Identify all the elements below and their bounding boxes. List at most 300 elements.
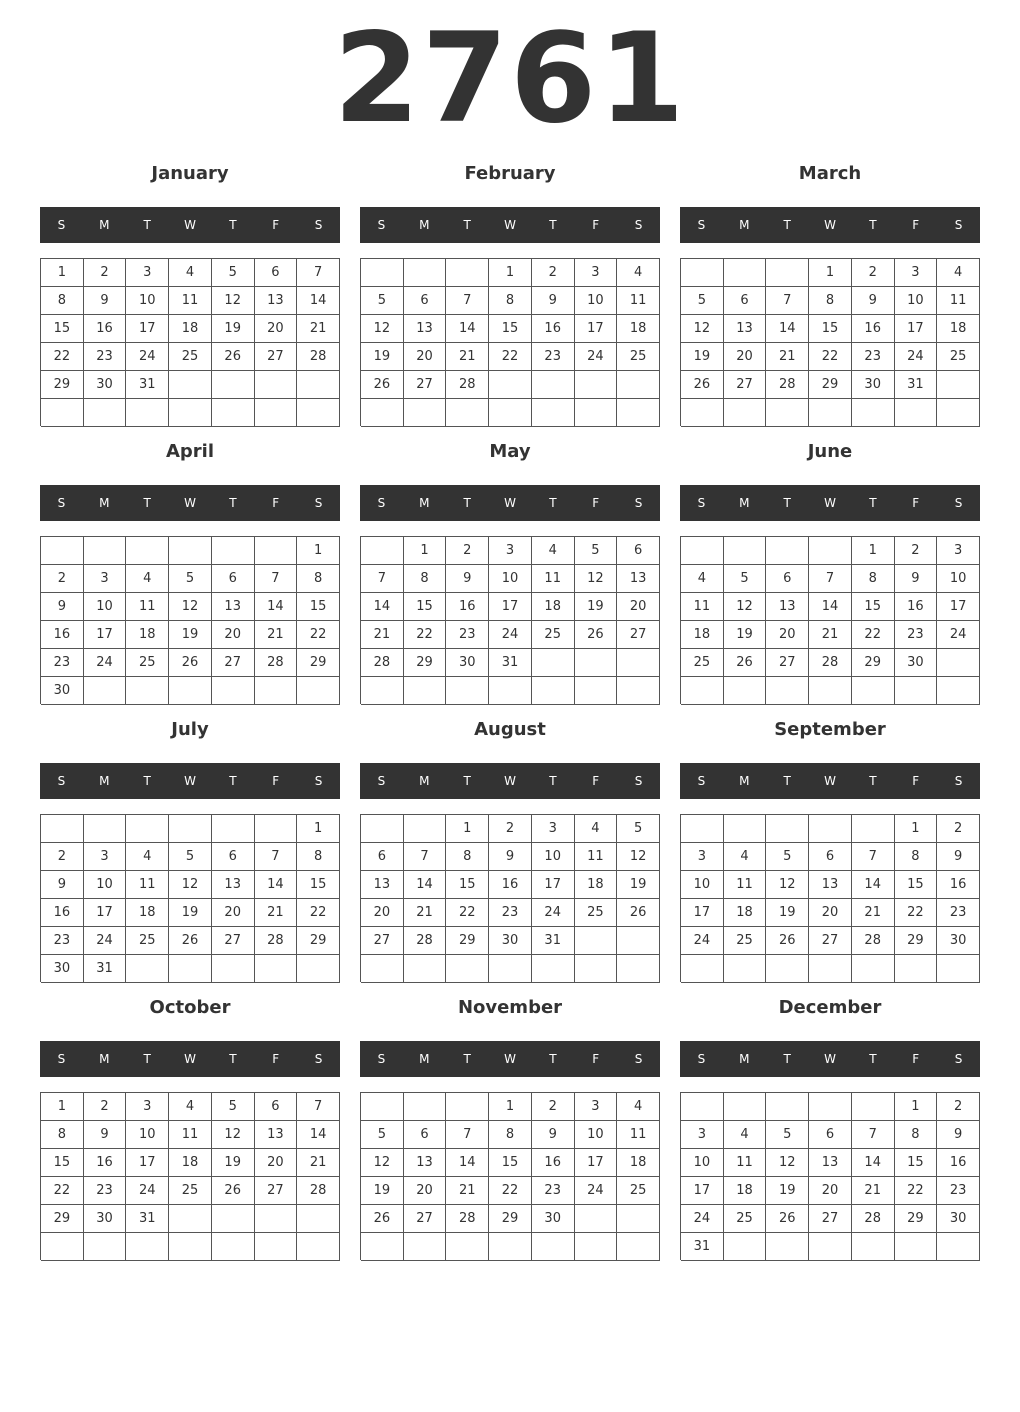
day-cell: 3 (84, 843, 127, 871)
day-cell: 2 (532, 1093, 575, 1121)
day-cell: 24 (575, 1177, 618, 1205)
day-cell: 21 (404, 899, 447, 927)
day-cell: 30 (895, 649, 938, 677)
day-cell: 3 (532, 815, 575, 843)
month-title: November (457, 997, 563, 1018)
day-cell: 1 (809, 259, 852, 287)
day-cell: 1 (446, 815, 489, 843)
day-cell: 21 (852, 1177, 895, 1205)
day-cell: 20 (766, 621, 809, 649)
empty-day-cell (724, 259, 767, 287)
day-cell: 26 (681, 371, 724, 399)
day-cell: 14 (297, 1121, 340, 1149)
day-cell: 18 (617, 1149, 660, 1177)
day-cell: 2 (41, 843, 84, 871)
day-grid (40, 814, 340, 982)
day-cell: 18 (575, 871, 618, 899)
day-cell: 18 (126, 899, 169, 927)
empty-day-cell (766, 537, 809, 565)
empty-day-cell (766, 677, 809, 705)
day-cell: 27 (361, 927, 404, 955)
day-cell: 29 (41, 371, 84, 399)
empty-day-cell (617, 927, 660, 955)
empty-day-cell (297, 371, 340, 399)
day-cell: 15 (297, 593, 340, 621)
empty-day-cell (41, 537, 84, 565)
empty-day-cell (255, 815, 298, 843)
day-cell: 29 (297, 649, 340, 677)
empty-day-cell (361, 259, 404, 287)
day-cell: 17 (84, 621, 127, 649)
day-cell: 14 (809, 593, 852, 621)
day-cell: 7 (255, 843, 298, 871)
day-cell: 3 (937, 537, 980, 565)
day-cell: 22 (852, 621, 895, 649)
weekday-label: T (463, 774, 471, 788)
day-cell: 3 (681, 843, 724, 871)
day-cell: 22 (895, 1177, 938, 1205)
day-cell: 23 (532, 343, 575, 371)
empty-day-cell (212, 1233, 255, 1261)
empty-day-cell (212, 537, 255, 565)
day-cell: 4 (617, 1093, 660, 1121)
day-cell: 10 (937, 565, 980, 593)
day-cell: 5 (724, 565, 767, 593)
empty-day-cell (41, 1233, 84, 1261)
weekday-label: T (869, 1052, 877, 1066)
day-cell: 22 (404, 621, 447, 649)
day-cell: 30 (41, 955, 84, 983)
day-cell: 28 (809, 649, 852, 677)
empty-day-cell (937, 677, 980, 705)
day-cell: 11 (169, 287, 212, 315)
empty-day-cell (255, 955, 298, 983)
empty-day-cell (681, 955, 724, 983)
day-cell: 22 (809, 343, 852, 371)
weekday-label: T (549, 496, 557, 510)
empty-day-cell (126, 955, 169, 983)
day-cell: 10 (681, 1149, 724, 1177)
empty-day-cell (617, 399, 660, 427)
weekday-label: W (184, 1052, 196, 1066)
day-cell: 17 (126, 1149, 169, 1177)
empty-day-cell (41, 399, 84, 427)
empty-day-cell (489, 677, 532, 705)
day-cell: 15 (446, 871, 489, 899)
day-cell: 5 (169, 843, 212, 871)
weekday-label: T (143, 496, 151, 510)
weekday-label: M (99, 218, 110, 232)
day-grid (680, 814, 980, 982)
day-cell: 3 (84, 565, 127, 593)
weekday-label: S (634, 1052, 643, 1066)
month-december (680, 990, 980, 1268)
day-cell: 19 (766, 1177, 809, 1205)
empty-day-cell (617, 955, 660, 983)
day-cell: 29 (297, 927, 340, 955)
empty-day-cell (724, 537, 767, 565)
day-cell: 9 (446, 565, 489, 593)
day-cell: 12 (361, 1149, 404, 1177)
month-title: January (151, 163, 229, 184)
day-cell: 14 (255, 593, 298, 621)
empty-day-cell (852, 1093, 895, 1121)
day-cell: 15 (41, 315, 84, 343)
weekday-label: S (634, 774, 643, 788)
empty-day-cell (895, 955, 938, 983)
month-october (40, 990, 340, 1268)
day-cell: 12 (361, 315, 404, 343)
day-cell: 11 (937, 287, 980, 315)
weekday-label: M (99, 496, 110, 510)
day-cell: 25 (617, 1177, 660, 1205)
day-cell: 31 (895, 371, 938, 399)
day-cell: 6 (404, 287, 447, 315)
empty-day-cell (255, 677, 298, 705)
month-title: April (165, 441, 215, 462)
day-cell: 10 (84, 593, 127, 621)
weekday-label: F (592, 496, 600, 510)
empty-day-cell (809, 815, 852, 843)
day-cell: 8 (809, 287, 852, 315)
weekday-label: S (697, 1052, 706, 1066)
day-cell: 1 (489, 1093, 532, 1121)
day-cell: 19 (724, 621, 767, 649)
month-title: October (149, 997, 231, 1018)
empty-day-cell (404, 1233, 447, 1261)
day-cell: 14 (255, 871, 298, 899)
day-cell: 1 (895, 815, 938, 843)
weekday-header (40, 485, 340, 521)
month-title: June (807, 441, 853, 462)
day-cell: 27 (404, 371, 447, 399)
day-cell: 4 (532, 537, 575, 565)
empty-day-cell (297, 1205, 340, 1233)
day-cell: 22 (41, 1177, 84, 1205)
day-cell: 21 (297, 1149, 340, 1177)
empty-day-cell (766, 259, 809, 287)
weekday-label: M (739, 218, 750, 232)
empty-day-cell (575, 649, 618, 677)
day-cell: 10 (575, 1121, 618, 1149)
day-cell: 18 (681, 621, 724, 649)
day-grid (360, 258, 660, 426)
day-cell: 23 (84, 1177, 127, 1205)
day-cell: 18 (724, 899, 767, 927)
empty-day-cell (617, 1205, 660, 1233)
day-cell: 27 (617, 621, 660, 649)
day-cell: 16 (489, 871, 532, 899)
empty-day-cell (84, 1233, 127, 1261)
weekday-label: W (504, 218, 516, 232)
day-cell: 4 (724, 1121, 767, 1149)
day-cell: 9 (41, 871, 84, 899)
weekday-label: F (592, 1052, 600, 1066)
day-cell: 15 (297, 871, 340, 899)
day-cell: 22 (489, 1177, 532, 1205)
day-cell: 2 (895, 537, 938, 565)
day-cell: 19 (212, 315, 255, 343)
day-cell: 21 (255, 899, 298, 927)
weekday-header (360, 485, 660, 521)
day-cell: 7 (361, 565, 404, 593)
day-cell: 16 (41, 899, 84, 927)
weekday-label: S (57, 218, 66, 232)
day-cell: 24 (126, 343, 169, 371)
day-cell: 7 (766, 287, 809, 315)
day-cell: 25 (575, 899, 618, 927)
day-cell: 20 (404, 343, 447, 371)
day-cell: 29 (489, 1205, 532, 1233)
empty-day-cell (404, 1093, 447, 1121)
day-cell: 5 (212, 259, 255, 287)
empty-day-cell (404, 399, 447, 427)
day-cell: 28 (255, 927, 298, 955)
day-cell: 3 (126, 1093, 169, 1121)
day-cell: 8 (895, 843, 938, 871)
day-cell: 5 (766, 843, 809, 871)
day-cell: 23 (937, 899, 980, 927)
empty-day-cell (617, 1233, 660, 1261)
day-cell: 22 (895, 899, 938, 927)
empty-day-cell (617, 677, 660, 705)
day-cell: 1 (404, 537, 447, 565)
day-cell: 28 (446, 1205, 489, 1233)
weekday-header (680, 485, 980, 521)
weekday-label: S (697, 218, 706, 232)
weekday-label: T (869, 774, 877, 788)
weekday-label: F (912, 496, 920, 510)
empty-day-cell (212, 371, 255, 399)
day-cell: 12 (575, 565, 618, 593)
day-cell: 7 (852, 1121, 895, 1149)
weekday-label: S (377, 218, 386, 232)
empty-day-cell (255, 1205, 298, 1233)
day-cell: 17 (681, 899, 724, 927)
day-cell: 15 (489, 315, 532, 343)
day-cell: 17 (681, 1177, 724, 1205)
day-cell: 28 (255, 649, 298, 677)
day-cell: 24 (84, 927, 127, 955)
weekday-label: W (504, 774, 516, 788)
day-cell: 22 (41, 343, 84, 371)
day-cell: 21 (766, 343, 809, 371)
day-cell: 8 (297, 565, 340, 593)
day-cell: 6 (212, 565, 255, 593)
day-cell: 29 (404, 649, 447, 677)
weekday-header (40, 1041, 340, 1077)
day-cell: 28 (361, 649, 404, 677)
day-cell: 18 (169, 1149, 212, 1177)
day-cell: 7 (809, 565, 852, 593)
day-cell: 14 (852, 1149, 895, 1177)
empty-day-cell (852, 955, 895, 983)
weekday-label: S (377, 1052, 386, 1066)
empty-day-cell (724, 1093, 767, 1121)
day-cell: 5 (212, 1093, 255, 1121)
empty-day-cell (617, 371, 660, 399)
month-title: February (464, 163, 556, 184)
day-cell: 16 (852, 315, 895, 343)
day-cell: 11 (617, 1121, 660, 1149)
weekday-label: M (739, 1052, 750, 1066)
day-cell: 17 (489, 593, 532, 621)
day-cell: 19 (766, 899, 809, 927)
day-cell: 3 (126, 259, 169, 287)
empty-day-cell (532, 371, 575, 399)
day-cell: 26 (212, 343, 255, 371)
day-cell: 2 (937, 1093, 980, 1121)
day-cell: 11 (724, 871, 767, 899)
day-cell: 20 (361, 899, 404, 927)
empty-day-cell (724, 955, 767, 983)
day-cell: 28 (404, 927, 447, 955)
day-cell: 14 (297, 287, 340, 315)
empty-day-cell (532, 399, 575, 427)
weekday-label: M (99, 774, 110, 788)
day-grid (360, 1092, 660, 1260)
empty-day-cell (895, 1233, 938, 1261)
weekday-label: F (272, 496, 280, 510)
day-cell: 12 (212, 287, 255, 315)
weekday-label: T (783, 1052, 791, 1066)
day-cell: 18 (532, 593, 575, 621)
weekday-label: F (592, 774, 600, 788)
day-cell: 12 (169, 593, 212, 621)
day-cell: 5 (617, 815, 660, 843)
day-cell: 13 (809, 1149, 852, 1177)
day-cell: 14 (852, 871, 895, 899)
empty-day-cell (489, 399, 532, 427)
day-cell: 24 (681, 1205, 724, 1233)
day-cell: 8 (446, 843, 489, 871)
day-cell: 2 (84, 1093, 127, 1121)
empty-day-cell (681, 259, 724, 287)
weekday-header (680, 1041, 980, 1077)
day-cell: 18 (724, 1177, 767, 1205)
weekday-label: M (739, 774, 750, 788)
day-cell: 18 (169, 315, 212, 343)
day-cell: 6 (212, 843, 255, 871)
day-cell: 19 (169, 621, 212, 649)
weekday-label: F (272, 774, 280, 788)
day-cell: 25 (937, 343, 980, 371)
day-cell: 23 (852, 343, 895, 371)
day-cell: 14 (446, 1149, 489, 1177)
day-cell: 11 (126, 871, 169, 899)
empty-day-cell (446, 677, 489, 705)
empty-day-cell (126, 537, 169, 565)
empty-day-cell (489, 371, 532, 399)
day-cell: 16 (84, 1149, 127, 1177)
weekday-label: M (419, 496, 430, 510)
day-cell: 24 (489, 621, 532, 649)
day-cell: 12 (212, 1121, 255, 1149)
day-cell: 28 (446, 371, 489, 399)
empty-day-cell (126, 677, 169, 705)
weekday-label: S (314, 774, 323, 788)
weekday-label: S (954, 496, 963, 510)
empty-day-cell (404, 259, 447, 287)
empty-day-cell (361, 815, 404, 843)
empty-day-cell (361, 955, 404, 983)
weekday-label: F (272, 218, 280, 232)
empty-day-cell (809, 1233, 852, 1261)
day-cell: 8 (489, 1121, 532, 1149)
day-cell: 13 (255, 1121, 298, 1149)
day-cell: 25 (681, 649, 724, 677)
day-cell: 20 (809, 899, 852, 927)
day-cell: 26 (766, 927, 809, 955)
empty-day-cell (446, 259, 489, 287)
month-title: March (798, 163, 862, 184)
day-cell: 12 (169, 871, 212, 899)
day-cell: 7 (852, 843, 895, 871)
empty-day-cell (489, 1233, 532, 1261)
empty-day-cell (617, 649, 660, 677)
empty-day-cell (255, 371, 298, 399)
empty-day-cell (895, 399, 938, 427)
day-cell: 1 (297, 815, 340, 843)
empty-day-cell (446, 1093, 489, 1121)
day-cell: 26 (169, 649, 212, 677)
day-cell: 31 (489, 649, 532, 677)
day-cell: 20 (404, 1177, 447, 1205)
weekday-label: F (912, 774, 920, 788)
weekday-label: S (697, 496, 706, 510)
month-title: December (778, 997, 882, 1018)
empty-day-cell (84, 537, 127, 565)
day-cell: 21 (809, 621, 852, 649)
empty-day-cell (446, 1233, 489, 1261)
day-cell: 7 (297, 259, 340, 287)
day-cell: 12 (681, 315, 724, 343)
day-cell: 12 (766, 871, 809, 899)
empty-day-cell (575, 371, 618, 399)
day-cell: 29 (852, 649, 895, 677)
day-cell: 6 (617, 537, 660, 565)
empty-day-cell (404, 815, 447, 843)
day-cell: 10 (575, 287, 618, 315)
weekday-label: S (954, 218, 963, 232)
day-cell: 30 (852, 371, 895, 399)
day-cell: 27 (212, 649, 255, 677)
day-cell: 5 (169, 565, 212, 593)
day-cell: 13 (404, 1149, 447, 1177)
day-cell: 30 (41, 677, 84, 705)
day-grid (40, 258, 340, 426)
day-cell: 19 (617, 871, 660, 899)
weekday-label: M (99, 1052, 110, 1066)
day-cell: 26 (169, 927, 212, 955)
empty-day-cell (297, 955, 340, 983)
weekday-label: T (783, 496, 791, 510)
empty-day-cell (575, 677, 618, 705)
empty-day-cell (297, 399, 340, 427)
day-cell: 9 (84, 287, 127, 315)
day-cell: 27 (255, 1177, 298, 1205)
day-cell: 13 (809, 871, 852, 899)
empty-day-cell (809, 677, 852, 705)
day-cell: 16 (937, 871, 980, 899)
day-cell: 10 (681, 871, 724, 899)
day-cell: 11 (617, 287, 660, 315)
day-grid (680, 536, 980, 704)
empty-day-cell (255, 399, 298, 427)
day-cell: 31 (126, 371, 169, 399)
day-cell: 28 (766, 371, 809, 399)
day-cell: 24 (937, 621, 980, 649)
